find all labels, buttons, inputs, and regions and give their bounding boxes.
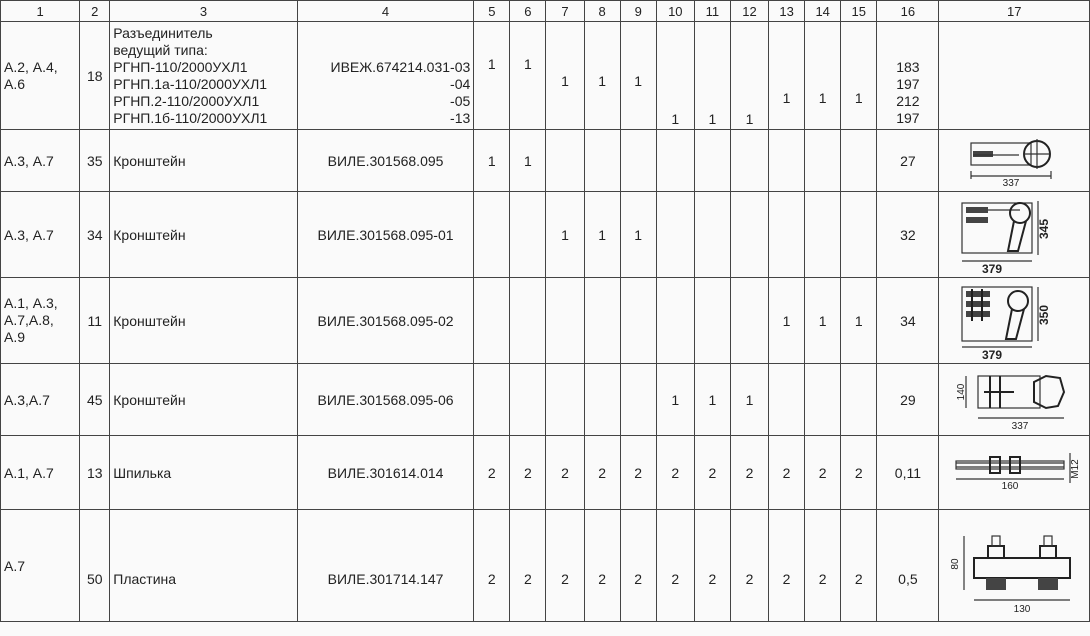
qty-cell: [510, 192, 546, 278]
qty-cell: [694, 278, 730, 364]
qty-cell: 1: [584, 192, 620, 278]
qty-cell: [841, 130, 877, 192]
ref-cell: А.7: [1, 510, 80, 622]
qty-cell: 2: [769, 510, 805, 622]
bracket-drawing-icon: [958, 195, 1070, 275]
drawing-cell: [939, 22, 1090, 130]
dimension-label: 379: [982, 261, 1003, 275]
designation-line: -05: [450, 93, 471, 109]
qty-cell: 1: [769, 22, 805, 130]
ref-cell: А.2, А.4, А.6: [1, 22, 80, 130]
qty-cell: 2: [620, 436, 656, 510]
qty-cell: 2: [841, 510, 877, 622]
name-cell: Кронштейн: [110, 364, 298, 436]
ref-cell: А.3,А.7: [1, 364, 80, 436]
name-line: РГНП-110/2000УХЛ1: [113, 58, 248, 75]
name-cell: [110, 22, 298, 130]
designation-cell: ВИЛЕ.301568.095-01: [297, 192, 473, 278]
qty-cell: 1: [656, 22, 694, 130]
mass-line: 212: [896, 93, 920, 109]
qty-cell: [694, 130, 730, 192]
qty-cell: 2: [546, 510, 584, 622]
ref-cell: [1, 278, 80, 364]
designation-cell: ВИЛЕ.301568.095-06: [297, 364, 473, 436]
col-header: 1: [1, 1, 80, 22]
bracket-drawing-icon: [958, 281, 1070, 361]
dimension-label: 345: [1037, 218, 1052, 239]
qty-cell: 1: [620, 192, 656, 278]
pos-cell: 35: [80, 130, 110, 192]
qty-cell: 2: [730, 436, 768, 510]
designation-cell: [297, 22, 473, 130]
qty-cell: [769, 364, 805, 436]
qty-cell: [841, 192, 877, 278]
qty-cell: 2: [694, 510, 730, 622]
qty-cell: 2: [769, 436, 805, 510]
col-header: 14: [805, 1, 841, 22]
col-header: 2: [80, 1, 110, 22]
mass-cell: 27: [877, 130, 939, 192]
name-line: ведущий типа:: [113, 41, 208, 58]
mass-cell: 32: [877, 192, 939, 278]
col-header: 4: [297, 1, 473, 22]
col-header: 6: [510, 1, 546, 22]
qty-cell: [474, 364, 510, 436]
qty-cell: 2: [656, 510, 694, 622]
qty-cell: 1: [584, 22, 620, 130]
col-header: 16: [877, 1, 939, 22]
bracket-drawing-icon: [954, 368, 1074, 432]
qty-cell: [546, 130, 584, 192]
col-header: 7: [546, 1, 584, 22]
mass-line: 183: [896, 59, 920, 75]
pos-cell: 45: [80, 364, 110, 436]
qty-cell: [769, 192, 805, 278]
col-header: 9: [620, 1, 656, 22]
designation-cell: ВИЛЕ.301568.095: [297, 130, 473, 192]
name-line: РГНП.1а-110/2000УХЛ1: [113, 75, 268, 92]
col-header: 3: [110, 1, 298, 22]
qty-cell: [730, 130, 768, 192]
qty-cell: 1: [730, 22, 768, 130]
qty-cell: 1: [546, 22, 584, 130]
dimension-label: 80: [950, 557, 962, 570]
drawing-cell: [939, 436, 1090, 510]
qty-cell: [730, 192, 768, 278]
name-cell: Шпилька: [110, 436, 298, 510]
qty-cell: 1: [841, 278, 877, 364]
mass-cell: 0,11: [877, 436, 939, 510]
mass-cell: 29: [877, 364, 939, 436]
qty-cell: 2: [510, 510, 546, 622]
drawing-cell: [939, 130, 1090, 192]
name-cell: Кронштейн: [110, 278, 298, 364]
qty-cell: [474, 192, 510, 278]
qty-cell: [656, 192, 694, 278]
designation-line: ИВЕЖ.674214.031-03: [330, 59, 471, 75]
dimension-label: 160: [1001, 480, 1019, 492]
qty-cell: 2: [805, 436, 841, 510]
col-header: 15: [841, 1, 877, 22]
dimension-label: M12: [1070, 458, 1082, 479]
pos-cell: 34: [80, 192, 110, 278]
ref-cell: А.3, А.7: [1, 130, 80, 192]
col-header: 17: [939, 1, 1090, 22]
qty-cell: [620, 278, 656, 364]
qty-cell: 1: [805, 22, 841, 130]
qty-cell: 1: [656, 364, 694, 436]
qty-cell: 2: [584, 510, 620, 622]
table-row: [1, 278, 1090, 364]
qty-cell: 2: [805, 510, 841, 622]
qty-cell: 2: [730, 510, 768, 622]
qty-cell: [620, 130, 656, 192]
qty-cell: [584, 130, 620, 192]
qty-cell: 2: [620, 510, 656, 622]
qty-cell: [730, 278, 768, 364]
qty-cell: 1: [769, 278, 805, 364]
qty-cell: [474, 278, 510, 364]
col-header: 13: [769, 1, 805, 22]
dimension-label: 337: [1002, 177, 1020, 187]
qty-cell: 1: [474, 22, 510, 130]
bracket-drawing-icon: [959, 135, 1069, 187]
name-line: РГНП.2-110/2000УХЛ1: [113, 92, 260, 109]
qty-cell: 2: [546, 436, 584, 510]
name-cell: Кронштейн: [110, 130, 298, 192]
qty-cell: 1: [841, 22, 877, 130]
ref-cell: А.3, А.7: [1, 192, 80, 278]
qty-cell: [805, 364, 841, 436]
qty-cell: [694, 192, 730, 278]
qty-cell: 1: [510, 22, 546, 130]
col-header: 11: [694, 1, 730, 22]
qty-cell: 1: [474, 130, 510, 192]
mass-cell: 0,5: [877, 510, 939, 622]
qty-cell: [656, 278, 694, 364]
table-row: [1, 192, 1090, 278]
designation-cell: ВИЛЕ.301614.014: [297, 436, 473, 510]
drawing-cell: [939, 364, 1090, 436]
qty-cell: 1: [510, 130, 546, 192]
dimension-label: 350: [1037, 304, 1052, 325]
designation-cell: ВИЛЕ.301714.147: [297, 510, 473, 622]
mass-line: 197: [896, 76, 920, 92]
qty-cell: 1: [694, 22, 730, 130]
drawing-cell: [939, 510, 1090, 622]
qty-cell: 2: [474, 510, 510, 622]
pos-cell: 18: [80, 22, 110, 130]
designation-line: -04: [450, 76, 471, 92]
col-header: 5: [474, 1, 510, 22]
dimension-label: 140: [956, 383, 968, 400]
name-cell: Пластина: [110, 510, 298, 622]
qty-cell: [805, 130, 841, 192]
qty-cell: 2: [510, 436, 546, 510]
table-row: [1, 436, 1090, 510]
dimension-label: 337: [1011, 420, 1029, 432]
qty-cell: 2: [841, 436, 877, 510]
qty-cell: [584, 278, 620, 364]
drawing-cell: [939, 278, 1090, 364]
mass-cell: 34: [877, 278, 939, 364]
table-row: [1, 364, 1090, 436]
qty-cell: [546, 278, 584, 364]
name-line: Разъединитель: [113, 24, 213, 41]
qty-cell: 1: [620, 22, 656, 130]
pos-cell: 13: [80, 436, 110, 510]
name-cell: Кронштейн: [110, 192, 298, 278]
qty-cell: 2: [474, 436, 510, 510]
col-header: 12: [730, 1, 768, 22]
qty-cell: [841, 364, 877, 436]
qty-cell: [584, 364, 620, 436]
ref-line: А.1, А.3,: [4, 295, 58, 311]
pos-cell: 50: [80, 510, 110, 622]
qty-cell: 2: [694, 436, 730, 510]
qty-cell: 2: [656, 436, 694, 510]
ref-cell: А.1, А.7: [1, 436, 80, 510]
drawing-cell: [939, 192, 1090, 278]
qty-cell: 1: [805, 278, 841, 364]
designation-cell: ВИЛЕ.301568.095-02: [297, 278, 473, 364]
stud-drawing-icon: [944, 443, 1084, 503]
qty-cell: [805, 192, 841, 278]
dimension-label: 379: [982, 347, 1003, 361]
qty-cell: [546, 364, 584, 436]
qty-cell: 2: [584, 436, 620, 510]
qty-cell: [620, 364, 656, 436]
header-row: [1, 1, 1090, 22]
qty-cell: 1: [546, 192, 584, 278]
table-row: [1, 22, 1090, 130]
qty-cell: 1: [730, 364, 768, 436]
dimension-label: 130: [1013, 603, 1031, 615]
table-row: [1, 130, 1090, 192]
mass-line: 197: [896, 110, 920, 126]
plate-drawing-icon: [944, 516, 1084, 616]
table-row: [1, 510, 1090, 622]
qty-cell: 1: [694, 364, 730, 436]
col-header: 8: [584, 1, 620, 22]
name-line: РГНП.1б-110/2000УХЛ1: [113, 109, 268, 126]
qty-cell: [510, 278, 546, 364]
col-header: 10: [656, 1, 694, 22]
qty-cell: [769, 130, 805, 192]
designation-line: -13: [450, 110, 471, 126]
qty-cell: [510, 364, 546, 436]
ref-line: А.7,А.8,: [4, 312, 54, 328]
qty-cell: [656, 130, 694, 192]
mass-cell: [877, 22, 939, 130]
pos-cell: 11: [80, 278, 110, 364]
ref-line: А.9: [4, 329, 26, 345]
